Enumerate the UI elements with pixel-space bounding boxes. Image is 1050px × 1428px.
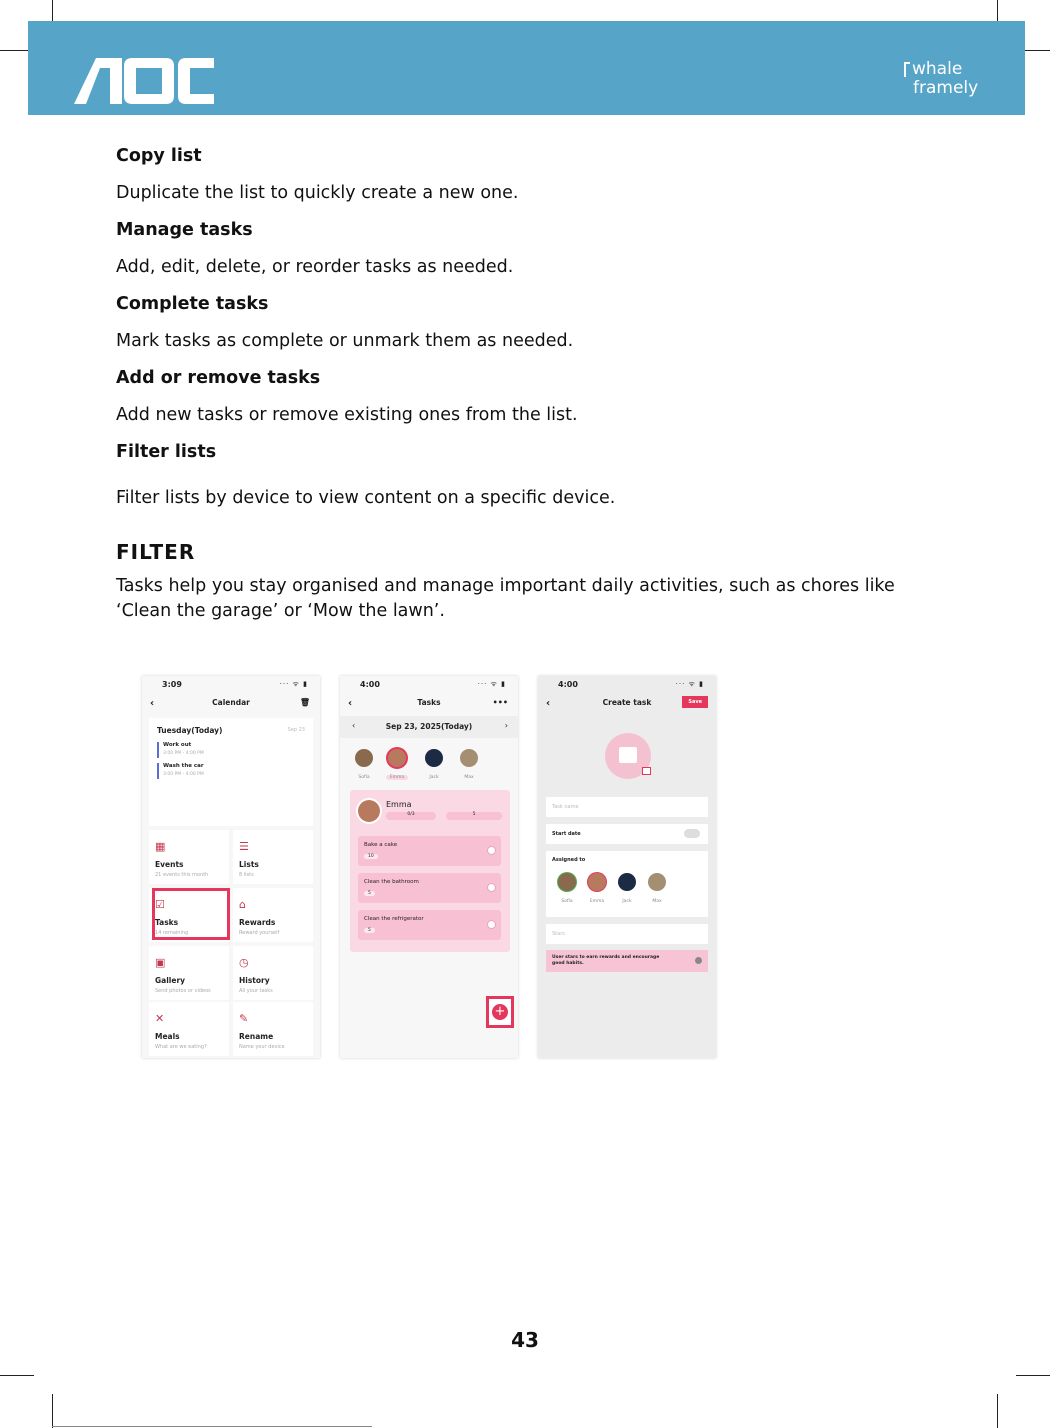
tile-sub: All your tasks [239, 988, 273, 994]
emma-task-card [350, 790, 510, 952]
status-icons: ··· ᯤ ▮ [477, 680, 506, 688]
tile-sub: Name your device [239, 1044, 285, 1050]
phone-calendar-screen [142, 676, 320, 1058]
task-name: Clean the bathroom [364, 879, 419, 885]
section-text: Add, edit, delete, or reorder tasks as needed. [116, 257, 514, 277]
avatar-name: Max [652, 899, 662, 904]
task-name: Bake a cake [364, 842, 398, 848]
crop-mark [0, 1375, 34, 1376]
crop-mark [1016, 1375, 1050, 1376]
close-icon[interactable] [695, 957, 702, 964]
task-stars: 10 [364, 854, 378, 859]
task-item[interactable] [358, 836, 501, 866]
aoc-logo [74, 56, 216, 110]
tile-label: Lists [239, 860, 259, 869]
avatar-name: Max [464, 775, 474, 780]
list-icon: ☰ [239, 840, 249, 853]
brand-line-2: framely [913, 78, 979, 98]
whale-framely-logo [904, 60, 978, 98]
task-item[interactable] [358, 910, 501, 940]
hint-text: User stars to earn rewards and encourage good habits. [552, 955, 660, 966]
event-name: Wash the car [163, 763, 204, 769]
stars-placeholder: Stars [552, 931, 565, 937]
brand-line-1: whale [912, 59, 963, 79]
tile-sub: 14 remaining [155, 930, 189, 936]
avatar-name: Emma [589, 899, 605, 904]
edit-icon: ✎ [239, 1012, 249, 1025]
section-heading: Copy list [116, 146, 202, 166]
nav-bar [142, 698, 320, 712]
tile-sub: Send photos or videos [155, 988, 211, 994]
crop-mark [52, 1394, 53, 1428]
task-name-placeholder: Task name [552, 804, 579, 810]
nav-bar [538, 698, 716, 712]
plus-icon: + [492, 1004, 508, 1020]
avatar-jack[interactable] [618, 873, 636, 891]
tile-label: Gallery [155, 976, 186, 985]
avatar-max[interactable] [648, 873, 666, 891]
status-icons: ··· ᯤ ▮ [279, 680, 308, 688]
tile-gallery[interactable] [149, 946, 229, 1000]
task-stars: 5 [364, 928, 375, 933]
back-icon[interactable]: ‹ [348, 698, 353, 709]
nav-title: Tasks [417, 698, 441, 707]
start-date-toggle[interactable] [684, 829, 700, 838]
back-icon[interactable]: ‹ [150, 698, 155, 709]
task-checkbox[interactable] [487, 920, 496, 929]
event-time: 3:00 PM - 4:00 PM [163, 772, 204, 777]
event-name: Work out [163, 742, 192, 748]
tile-events[interactable] [149, 830, 229, 884]
phone-create-task-screen [538, 676, 716, 1058]
day-date: Sep 23 [287, 727, 305, 733]
task-item[interactable] [358, 873, 501, 903]
add-task-button[interactable] [486, 996, 514, 1028]
crop-mark [52, 1426, 372, 1427]
section-text: Filter lists by device to view content on a specific device. [116, 488, 616, 508]
gift-icon: ⌂ [239, 898, 246, 911]
save-button[interactable]: Save [682, 696, 708, 708]
avatar-emma[interactable] [588, 873, 606, 891]
date-selector [340, 716, 518, 738]
next-date-icon[interactable]: › [504, 721, 508, 730]
section-text: Duplicate the list to quickly create a new one. [116, 183, 519, 203]
date-label: Sep 23, 2025(Today) [385, 722, 473, 731]
assigned-to-card [546, 851, 708, 917]
person-name: Emma [386, 800, 412, 809]
tile-label: Meals [155, 1032, 180, 1041]
history-icon: ◷ [239, 956, 249, 969]
tile-history[interactable] [233, 946, 313, 1000]
task-image-picker[interactable] [605, 733, 651, 779]
calendar-icon: ▦ [155, 840, 166, 853]
tile-sub: What are we eating? [155, 1044, 207, 1050]
filter-heading: FILTER [116, 540, 196, 564]
tile-label: History [239, 976, 270, 985]
event-marker [157, 742, 159, 758]
avatar-name: Emma [386, 775, 408, 780]
task-name: Clean the refrigerator [364, 916, 424, 922]
more-icon[interactable]: ••• [492, 698, 508, 707]
start-date-label: Start date [552, 831, 581, 837]
today-card[interactable] [149, 718, 313, 826]
avatar-max[interactable] [460, 749, 478, 767]
section-text: Add new tasks or remove existing ones from the list. [116, 405, 578, 425]
event-time: 3:00 PM - 4:00 PM [163, 751, 204, 756]
avatar-emma[interactable] [388, 749, 406, 767]
status-time: 3:09 [162, 680, 182, 689]
avatar-name: Sofia [561, 899, 573, 904]
avatar-sofia[interactable] [558, 873, 576, 891]
tile-label: Rewards [239, 918, 276, 927]
tile-label: Rename [239, 1032, 274, 1041]
image-icon [619, 747, 637, 763]
day-title: Tuesday(Today) [157, 726, 223, 735]
task-checkbox[interactable] [487, 846, 496, 855]
tile-sub: 8 lists [239, 872, 254, 878]
section-heading: Filter lists [116, 442, 217, 462]
avatar-jack[interactable] [425, 749, 443, 767]
tile-label: Tasks [155, 918, 179, 927]
section-heading: Add or remove tasks [116, 368, 321, 388]
status-icons: ··· ᯤ ▮ [675, 680, 704, 688]
tasks-highlight-box [152, 888, 230, 940]
tile-meals[interactable] [149, 1002, 229, 1056]
trash-icon[interactable]: 🗑 [299, 698, 310, 707]
avatar-name: Jack [429, 775, 439, 780]
task-stars: 5 [364, 891, 375, 896]
stars-hint-banner [546, 950, 708, 972]
avatar [358, 800, 380, 822]
camera-icon [642, 767, 651, 775]
tile-lists[interactable] [233, 830, 313, 884]
tile-rename[interactable] [233, 1002, 313, 1056]
avatar-name: Jack [622, 899, 632, 904]
assigned-label: Assigned to [552, 857, 586, 863]
avatar-name: Sofia [358, 775, 370, 780]
task-checkbox[interactable] [487, 883, 496, 892]
progress-badge: 0/3 [386, 812, 436, 820]
page-number: 43 [511, 1328, 539, 1352]
checklist-icon: ☑ [155, 898, 165, 911]
nav-title: Calendar [212, 698, 250, 707]
tile-rewards[interactable] [233, 888, 313, 942]
status-time: 4:00 [360, 680, 380, 689]
prev-date-icon[interactable]: ‹ [352, 721, 356, 730]
gallery-icon: ▣ [155, 956, 166, 969]
status-time: 4:00 [558, 680, 578, 689]
utensils-icon: ✕ [155, 1012, 165, 1025]
brand-mark-icon [904, 62, 910, 77]
nav-bar [340, 698, 518, 712]
tile-sub: 21 events this month [155, 872, 209, 878]
stars-badge: 5 [446, 812, 502, 820]
crop-mark [997, 1394, 998, 1428]
section-heading: Complete tasks [116, 294, 269, 314]
section-heading: Manage tasks [116, 220, 253, 240]
section-text: Mark tasks as complete or unmark them as needed. [116, 331, 574, 351]
start-date-row [546, 824, 708, 844]
avatar-sofia[interactable] [355, 749, 373, 767]
tile-sub: Reward yourself [239, 930, 280, 936]
event-marker [157, 763, 159, 779]
tile-label: Events [155, 860, 184, 869]
back-icon[interactable]: ‹ [546, 698, 551, 709]
task-name-input[interactable] [546, 797, 708, 817]
stars-input[interactable] [546, 924, 708, 944]
filter-text: Tasks help you stay organised and manage important daily activities, such as chores like ‘Clean the garage’ or ‘Mow the lawn’. [116, 576, 895, 621]
nav-title: Create task [602, 698, 652, 707]
